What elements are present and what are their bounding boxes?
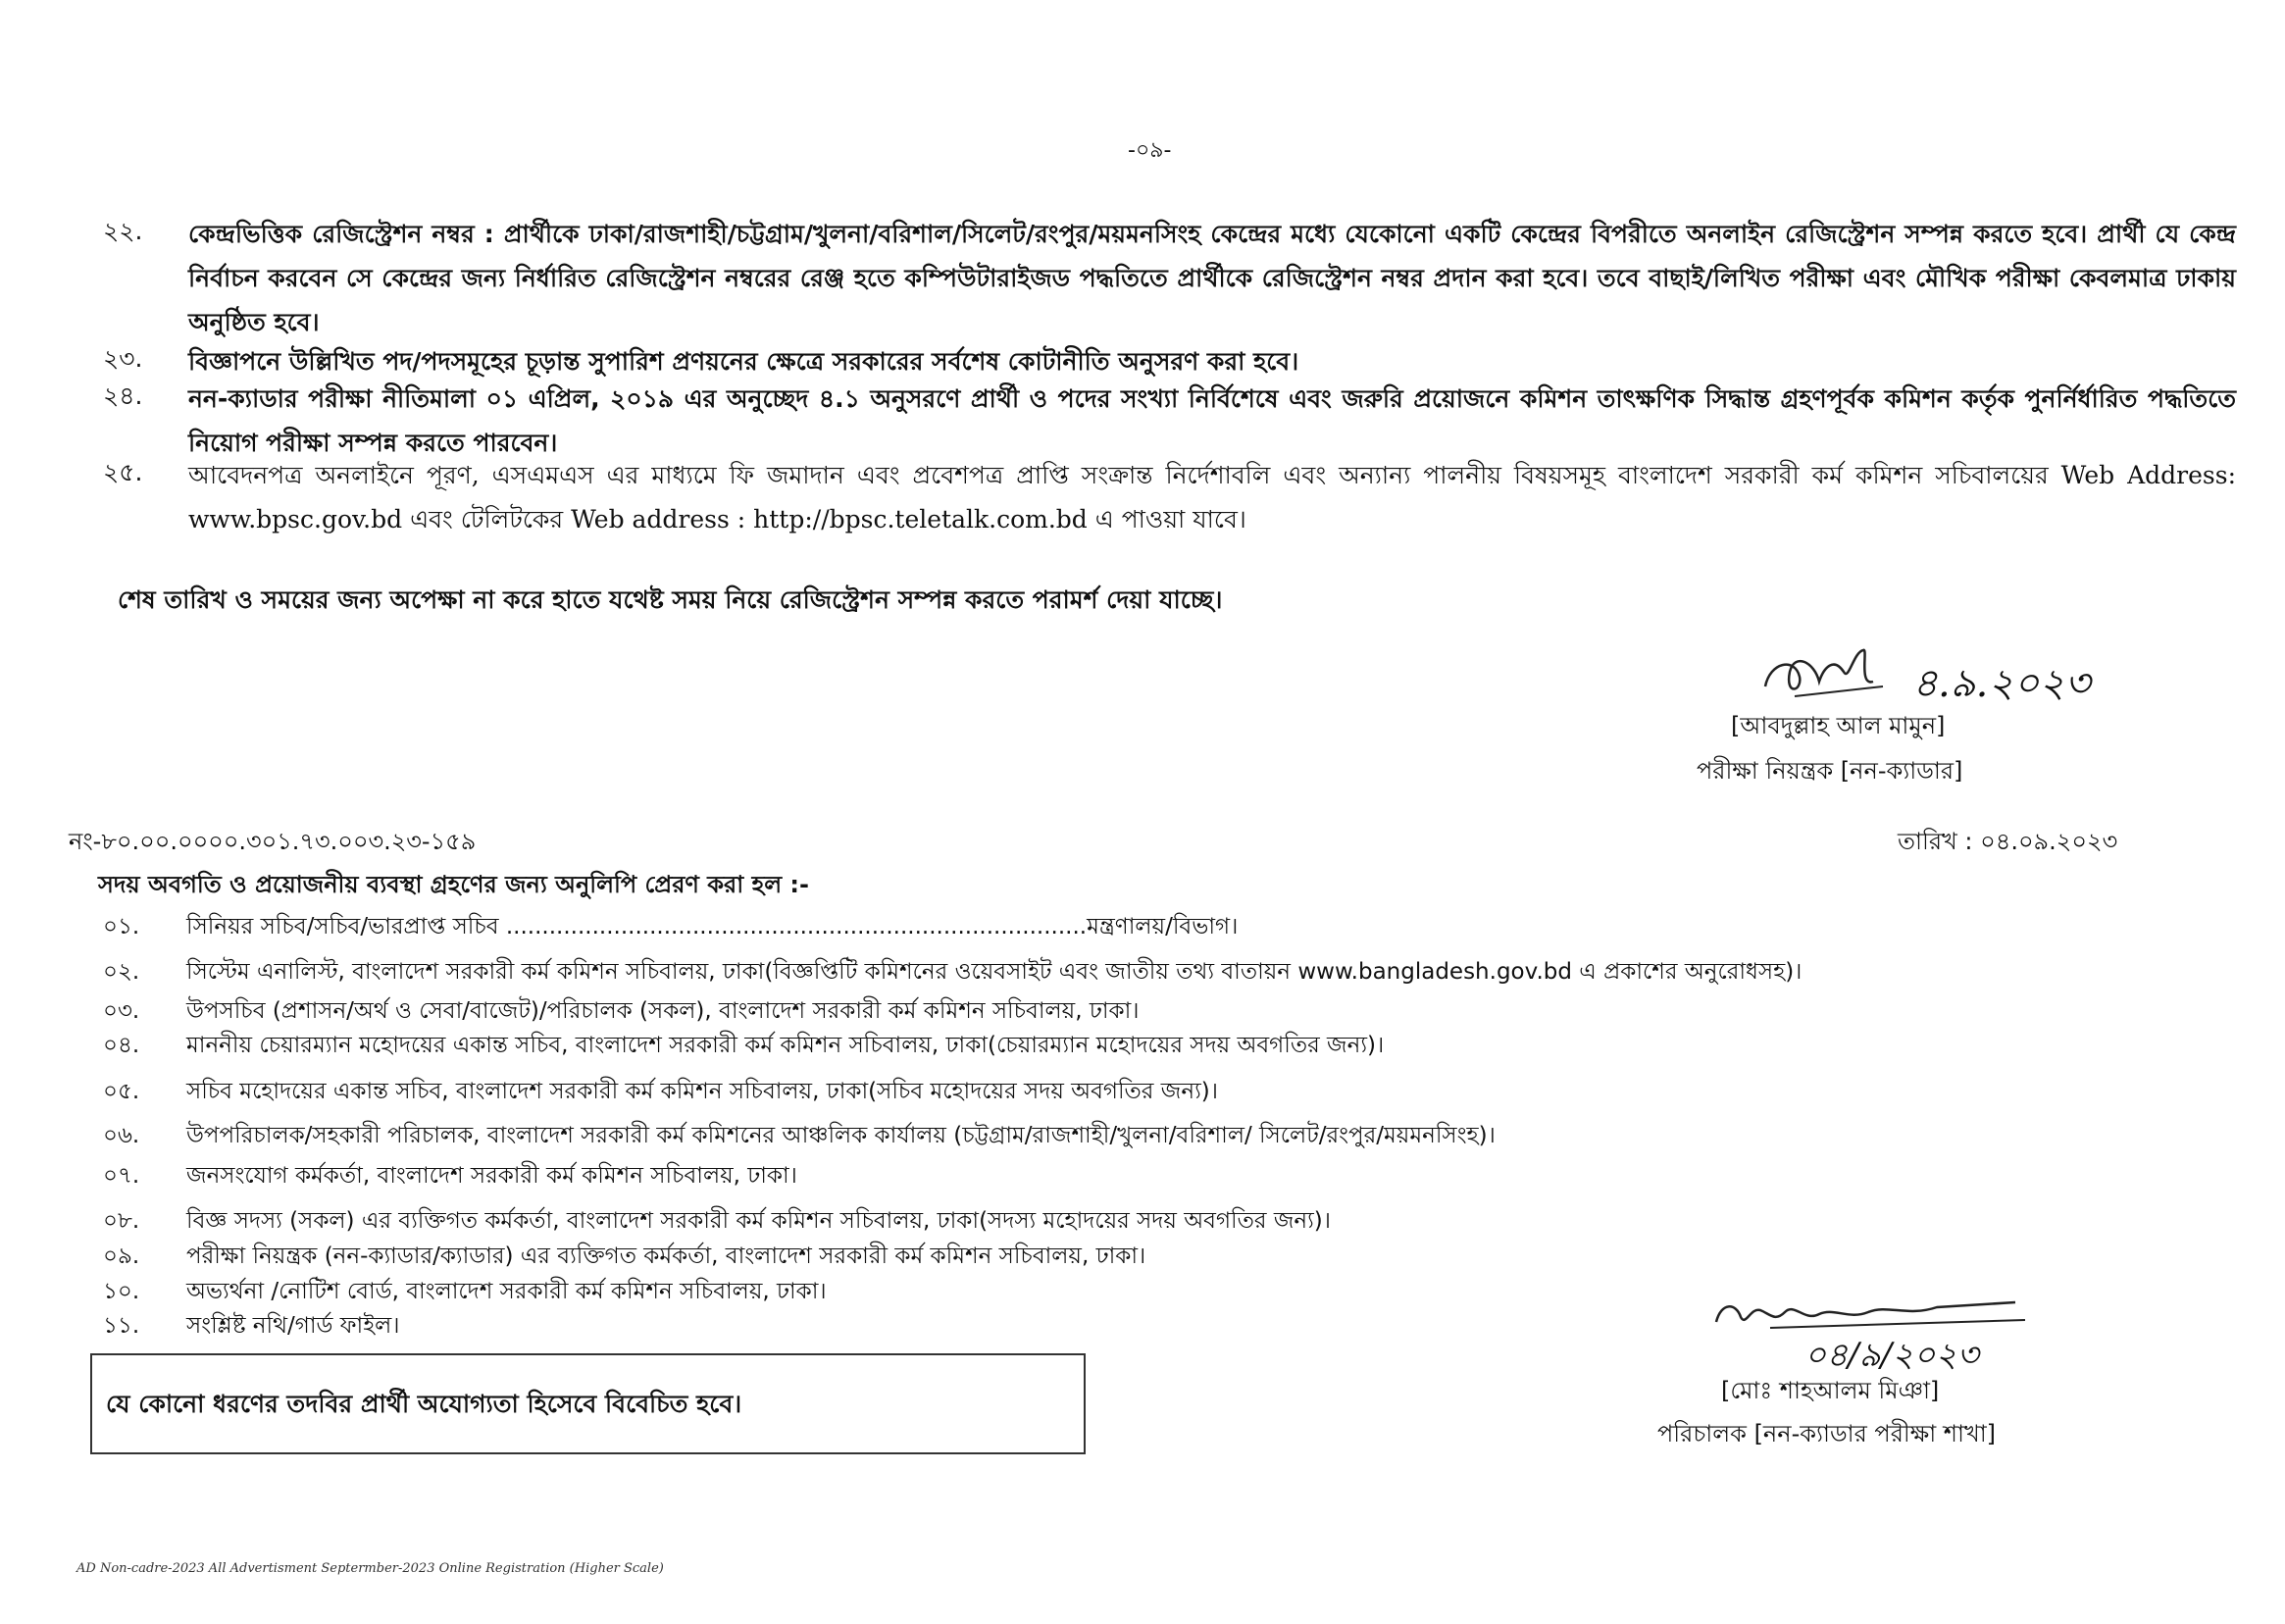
- memo-number: নং-৮০.০০.০০০০.৩০১.৭৩.০০৩.২৩-১৫৯: [69, 828, 477, 855]
- cc-number: ০৮.: [103, 1208, 140, 1234]
- cc-number: ০৭.: [103, 1163, 140, 1189]
- signature-2: [1711, 1293, 2084, 1375]
- signatory-1-designation: পরীক্ষা নিয়ন্ত্রক [নন-ক্যাডার]: [1697, 757, 1963, 785]
- list-item-22: [103, 212, 2236, 336]
- memo-date: তারিখ : ০৪.০৯.২০২৩: [1898, 828, 2118, 855]
- signatory-2-designation: পরিচালক [নন-ক্যাডার পরীক্ষা শাখা]: [1657, 1420, 1997, 1447]
- page-number: -০৯-: [1128, 138, 1172, 163]
- footer-reference: AD Non-cadre-2023 All Advertisment Septermber-2023 Online Registration (Higher Scale): [76, 1561, 664, 1576]
- cc-text: সিনিয়র সচিব/সচিব/ভারপ্রাপ্ত সচিব .................................................................................মন্ত্রণালয়/বিভাগ।: [186, 914, 1239, 939]
- cc-text: উপপরিচালক/সহকারী পরিচালক, বাংলাদেশ সরকারী কর্ম কমিশনের আঞ্চলিক কার্যালয় (চট্টগ্রাম/রাজশাহী/খুলনা/বরিশাল/ সিলেট/রংপুর/ময়মনসিংহ)।: [186, 1123, 1496, 1148]
- cc-number: ০৪.: [103, 1033, 140, 1058]
- item-number: ২৫.: [103, 458, 143, 486]
- item-number: ২৩.: [103, 344, 143, 373]
- item-text: নন-ক্যাডার পরীক্ষা নীতিমালা ০১ এপ্রিল, ২০১৯ এর অনুচ্ছেদ ৪.১ অনুসরণে প্রার্থী ও পদের সংখ্যা নির্বিশেষে এবং জরুরি প্রয়োজনে কমিশন তাৎক্ষণিক সিদ্ধান্ত গ্রহণপূর্বক কমিশন কর্তৃক পুনর্নির্ধারিত পদ্ধতিতে নিয়োগ পরীক্ষা সম্পন্ন করতে পারবেন।: [188, 384, 2236, 457]
- cc-number: ১১.: [103, 1313, 140, 1339]
- cc-text: অভ্যর্থনা /নোটিশ বোর্ড, বাংলাদেশ সরকারী কর্ম কমিশন সচিবালয়, ঢাকা।: [186, 1279, 827, 1304]
- cc-text: উপসচিব (প্রশাসন/অর্থ ও সেবা/বাজেট)/পরিচালক (সকল), বাংলাদেশ সরকারী কর্ম কমিশন সচিবালয়, ঢাকা।: [186, 998, 1140, 1024]
- list-item-25: [103, 453, 2236, 541]
- cc-text: পরীক্ষা নিয়ন্ত্রক (নন-ক্যাডার/ক্যাডার) এর ব্যক্তিগত কর্মকর্তা, বাংলাদেশ সরকারী কর্ম কমিশন সচিবালয়, ঢাকা।: [186, 1243, 1146, 1269]
- item-number: ২৪.: [103, 381, 143, 410]
- item-text: কেন্দ্রভিত্তিক রেজিস্ট্রেশন নম্বর : প্রার্থীকে ঢাকা/রাজশাহী/চট্টগ্রাম/খুলনা/বরিশাল/সিলেট/রংপুর/ময়মনসিংহ কেন্দ্রের মধ্যে যেকোনো একটি কেন্দ্রের বিপরীতে অনলাইন রেজিস্ট্রেশন সম্পন্ন করতে হবে। প্রার্থী যে কেন্দ্র নির্বাচন করবেন সে কেন্দ্রের জন্য নির্ধারিত রেজিস্ট্রেশন নম্বরের রেঞ্জ হতে কম্পিউটারাইজড পদ্ধতিতে প্রার্থীকে রেজিস্ট্রেশন নম্বর প্রদান করা হবে। তবে বাছাই/লিখিত পরীক্ষা এবং মৌখিক পরীক্ষা কেবলমাত্র ঢাকায় অনুষ্ঠিত হবে।: [188, 220, 2236, 336]
- cc-number: ০৬.: [103, 1123, 140, 1148]
- cc-text: মাননীয় চেয়ারম্যান মহোদয়ের একান্ত সচিব, বাংলাদেশ সরকারী কর্ম কমিশন সচিবালয়, ঢাকা(চেয়ারম্যান মহোদয়ের সদয় অবগতির জন্য)।: [186, 1033, 1385, 1058]
- signatory-2-name: [মোঃ শাহআলম মিঞা]: [1721, 1377, 1940, 1404]
- cc-text: জনসংযোগ কর্মকর্তা, বাংলাদেশ সরকারী কর্ম কমিশন সচিবালয়, ঢাকা।: [186, 1163, 797, 1189]
- signatory-1-name: [আবদুল্লাহ আল মামুন]: [1731, 712, 1946, 739]
- cc-text: সংশ্লিষ্ট নথি/গার্ড ফাইল।: [186, 1313, 400, 1339]
- cc-heading: সদয় অবগতি ও প্রয়োজনীয় ব্যবস্থা গ্রহণের জন্য অনুলিপি প্রেরণ করা হল :-: [98, 871, 809, 898]
- cc-number: ০৯.: [103, 1243, 140, 1269]
- item-text: বিজ্ঞাপনে উল্লিখিত পদ/পদসমূহের চূড়ান্ত সুপারিশ প্রণয়নের ক্ষেত্রে সরকারের সর্বশেষ কোটানীতি অনুসরণ করা হবে।: [188, 347, 1299, 376]
- item-text: আবেদনপত্র অনলাইনে পূরণ, এসএমএস এর মাধ্যমে ফি জমাদান এবং প্রবেশপত্র প্রাপ্তি সংক্রান্ত নির্দেশাবলি এবং অন্যান্য পালনীয় বিষয়সমূহ বাংলাদেশ সরকারী কর্ম কমিশন সচিবালয়ের Web Address: www.bpsc.gov.bd এবং টেলিটকের Web address : http://bpsc.teletalk.com.bd এ পাওয়া যাবে।: [188, 461, 2236, 533]
- cc-number: ০৫.: [103, 1079, 140, 1104]
- list-item-24: [103, 377, 2236, 455]
- cc-text: বিজ্ঞ সদস্য (সকল) এর ব্যক্তিগত কর্মকর্তা, বাংলাদেশ সরকারী কর্ম কমিশন সচিবালয়, ঢাকা(সদস্য মহোদয়ের সদয় অবগতির জন্য)।: [186, 1208, 1332, 1234]
- cc-text: সিস্টেম এনালিস্ট, বাংলাদেশ সরকারী কর্ম কমিশন সচিবালয়, ঢাকা(বিজ্ঞপ্তিটি কমিশনের ওয়েবসাইট এবং জাতীয় তথ্য বাতায়ন www.bangladesh.gov.bd এ প্রকাশের অনুরোধসহ)।: [186, 959, 1803, 985]
- cc-number: ০৩.: [103, 998, 140, 1024]
- cc-number: ০২.: [103, 959, 140, 985]
- handwritten-signature-icon: [1711, 1293, 2084, 1332]
- cc-text: সচিব মহোদয়ের একান্ত সচিব, বাংলাদেশ সরকারী কর্ম কমিশন সচিবালয়, ঢাকা(সচিব মহোদয়ের সদয় অবগতির জন্য)।: [186, 1079, 1218, 1104]
- signature-date-handwritten: ৪.৯.২০২৩: [1912, 661, 2091, 706]
- cc-number: ০১.: [103, 914, 140, 939]
- notice-text: যে কোনো ধরণের তদবির প্রার্থী অযোগ্যতা হিসেবে বিবেচিত হবে।: [106, 1390, 742, 1418]
- cc-number: ১০.: [103, 1279, 140, 1304]
- notice-box: [90, 1353, 1086, 1454]
- signature-date-handwritten: ০৪/৯/২০২৩: [1804, 1336, 1979, 1375]
- item-number: ২২.: [103, 217, 143, 245]
- reminder-text: শেষ তারিখ ও সময়ের জন্য অপেক্ষা না করে হাতে যথেষ্ট সময় নিয়ে রেজিস্ট্রেশন সম্পন্ন করতে পরামর্শ দেয়া যাচ্ছে।: [118, 585, 1223, 614]
